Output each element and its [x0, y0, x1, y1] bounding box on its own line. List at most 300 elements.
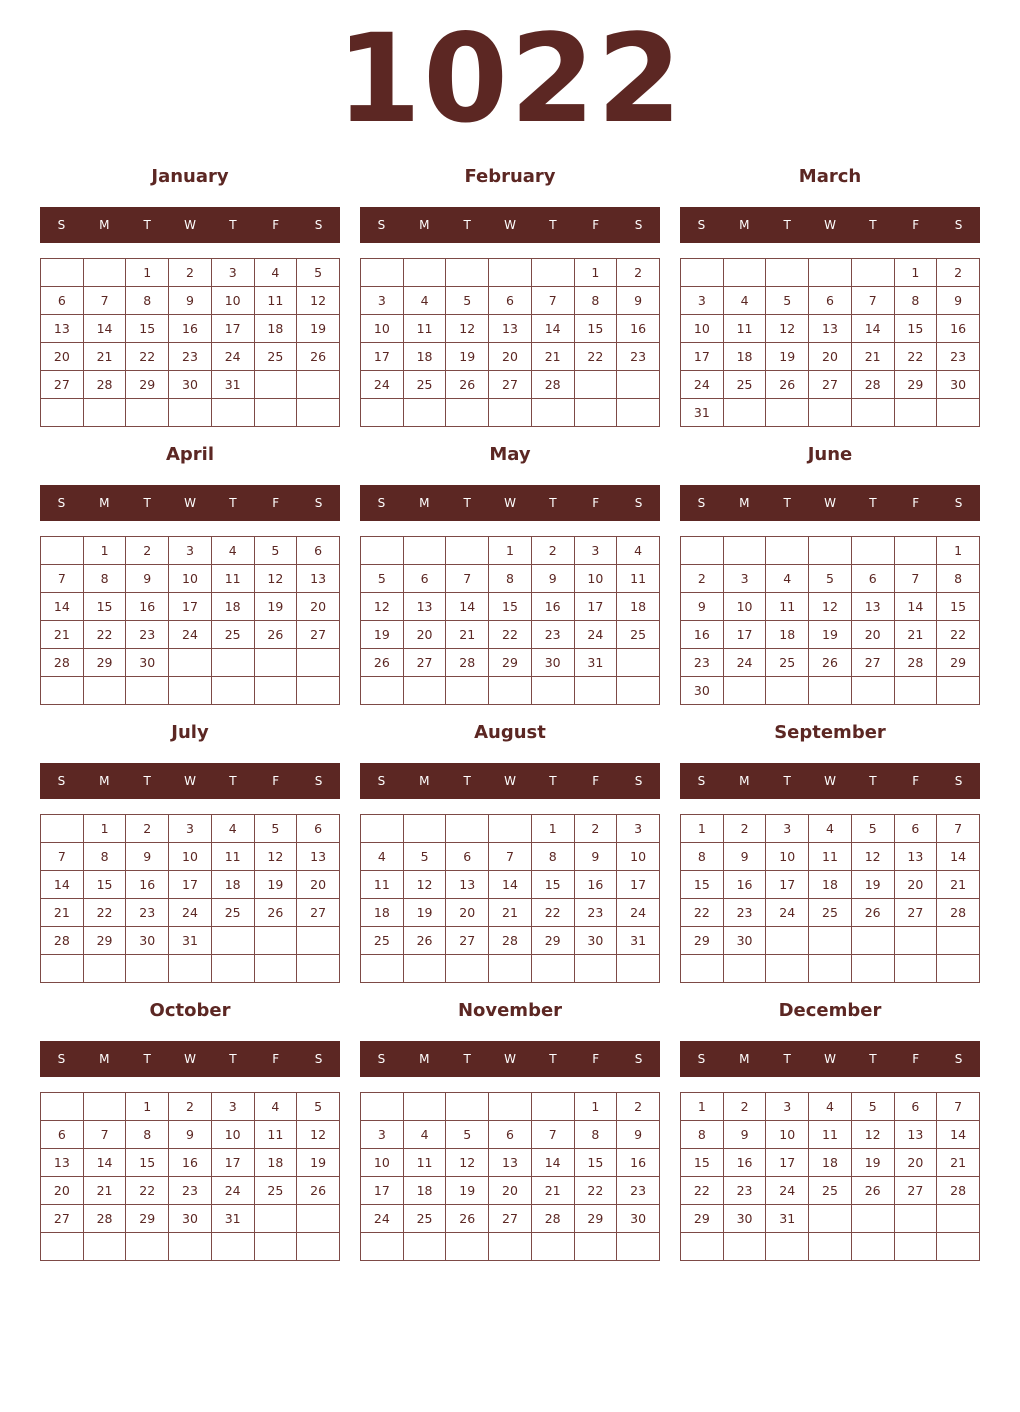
day-cell: 19	[851, 1149, 894, 1177]
day-cell: 11	[254, 1121, 297, 1149]
day-cell: 27	[297, 899, 340, 927]
day-cell: 6	[894, 1093, 937, 1121]
day-cell: 7	[446, 565, 489, 593]
day-cell: 1	[681, 815, 724, 843]
day-cell	[766, 1233, 809, 1261]
week-row	[41, 259, 340, 287]
day-cell: 27	[894, 1177, 937, 1205]
day-cell: 25	[809, 899, 852, 927]
day-cell	[41, 399, 84, 427]
week-row	[361, 315, 660, 343]
day-cell	[766, 677, 809, 705]
weekday-label: W	[824, 218, 836, 232]
weekday-label: T	[229, 1052, 237, 1066]
day-cell: 20	[894, 871, 937, 899]
weekday-label: S	[634, 1052, 643, 1066]
day-cell: 13	[894, 843, 937, 871]
day-cell: 15	[83, 593, 126, 621]
day-cell	[126, 677, 169, 705]
day-cell	[574, 677, 617, 705]
day-cell: 13	[894, 1121, 937, 1149]
day-cell: 3	[723, 565, 766, 593]
day-cell: 5	[254, 537, 297, 565]
weekday-label: F	[272, 218, 280, 232]
day-cell: 7	[41, 843, 84, 871]
day-cell: 18	[254, 1149, 297, 1177]
day-cell: 17	[169, 871, 212, 899]
day-grid	[360, 536, 660, 705]
day-cell: 14	[83, 315, 126, 343]
day-cell: 28	[446, 649, 489, 677]
day-cell	[894, 537, 937, 565]
day-cell: 27	[894, 899, 937, 927]
day-cell: 11	[809, 843, 852, 871]
day-cell: 19	[851, 871, 894, 899]
day-cell: 28	[937, 899, 980, 927]
day-cell: 20	[41, 1177, 84, 1205]
day-cell: 1	[937, 537, 980, 565]
day-cell: 5	[254, 815, 297, 843]
day-cell	[723, 1233, 766, 1261]
day-cell: 8	[489, 565, 532, 593]
day-cell	[723, 399, 766, 427]
day-cell	[531, 259, 574, 287]
day-cell	[83, 1093, 126, 1121]
day-cell	[851, 955, 894, 983]
day-cell: 23	[723, 899, 766, 927]
week-row	[681, 1121, 980, 1149]
day-cell: 11	[766, 593, 809, 621]
day-cell: 25	[809, 1177, 852, 1205]
day-cell: 22	[531, 899, 574, 927]
weekday-label: S	[314, 1052, 323, 1066]
day-cell	[894, 1233, 937, 1261]
day-cell: 23	[681, 649, 724, 677]
day-cell: 21	[894, 621, 937, 649]
day-cell: 19	[254, 593, 297, 621]
day-cell: 6	[489, 287, 532, 315]
week-row	[41, 843, 340, 871]
day-cell: 17	[211, 1149, 254, 1177]
week-row	[681, 565, 980, 593]
day-cell	[937, 1233, 980, 1261]
month-name: February	[464, 166, 556, 187]
day-cell: 2	[617, 259, 660, 287]
month-name: April	[165, 444, 215, 465]
week-row	[41, 955, 340, 983]
day-cell: 1	[574, 1093, 617, 1121]
day-cell: 28	[851, 371, 894, 399]
day-cell: 21	[937, 1149, 980, 1177]
day-cell: 5	[297, 259, 340, 287]
day-cell	[723, 677, 766, 705]
day-cell: 29	[489, 649, 532, 677]
day-cell: 14	[489, 871, 532, 899]
day-cell: 30	[681, 677, 724, 705]
day-cell: 24	[766, 1177, 809, 1205]
day-cell: 18	[403, 343, 446, 371]
day-cell: 7	[937, 815, 980, 843]
weekday-label: T	[143, 774, 151, 788]
day-cell: 3	[211, 259, 254, 287]
day-cell: 13	[297, 565, 340, 593]
week-row	[41, 565, 340, 593]
day-cell	[574, 1233, 617, 1261]
day-cell: 10	[617, 843, 660, 871]
day-cell	[809, 1205, 852, 1233]
day-cell: 2	[126, 815, 169, 843]
day-cell: 12	[403, 871, 446, 899]
weekday-label: S	[954, 218, 963, 232]
day-cell	[403, 259, 446, 287]
day-cell	[809, 1233, 852, 1261]
day-cell	[41, 815, 84, 843]
weekday-label: W	[504, 1052, 516, 1066]
day-cell: 9	[574, 843, 617, 871]
day-cell: 22	[83, 899, 126, 927]
day-cell: 10	[766, 1121, 809, 1149]
day-cell: 16	[169, 1149, 212, 1177]
day-cell: 16	[531, 593, 574, 621]
day-cell	[809, 537, 852, 565]
day-cell	[937, 399, 980, 427]
weekday-label: F	[272, 774, 280, 788]
day-cell: 15	[574, 1149, 617, 1177]
day-cell: 24	[169, 621, 212, 649]
week-row	[361, 1177, 660, 1205]
week-row	[361, 649, 660, 677]
day-cell: 5	[851, 815, 894, 843]
day-cell: 22	[489, 621, 532, 649]
weekday-label: T	[463, 496, 471, 510]
week-row	[681, 315, 980, 343]
weekday-label: F	[912, 218, 920, 232]
day-cell: 11	[723, 315, 766, 343]
weekday-label: M	[739, 774, 750, 788]
day-cell: 16	[126, 593, 169, 621]
day-cell: 1	[126, 1093, 169, 1121]
weekday-label: M	[419, 1052, 430, 1066]
day-cell: 27	[489, 1205, 532, 1233]
day-cell: 10	[361, 1149, 404, 1177]
day-cell	[809, 955, 852, 983]
day-cell: 6	[297, 815, 340, 843]
day-cell: 19	[254, 871, 297, 899]
day-cell: 17	[211, 315, 254, 343]
day-cell: 12	[446, 1149, 489, 1177]
day-cell: 10	[723, 593, 766, 621]
day-cell: 11	[254, 287, 297, 315]
day-cell: 8	[574, 287, 617, 315]
day-cell: 9	[617, 287, 660, 315]
week-row	[361, 537, 660, 565]
day-cell: 31	[211, 371, 254, 399]
day-cell	[403, 955, 446, 983]
day-cell: 12	[361, 593, 404, 621]
day-cell	[617, 399, 660, 427]
weekday-label: M	[419, 774, 430, 788]
day-cell: 8	[894, 287, 937, 315]
day-cell: 3	[169, 815, 212, 843]
day-cell: 11	[361, 871, 404, 899]
day-cell: 23	[169, 343, 212, 371]
weekday-label: W	[184, 1052, 196, 1066]
day-cell: 9	[169, 1121, 212, 1149]
day-cell: 5	[446, 287, 489, 315]
day-cell: 4	[617, 537, 660, 565]
day-cell: 4	[723, 287, 766, 315]
day-cell: 2	[574, 815, 617, 843]
day-cell	[41, 1233, 84, 1261]
weekday-label: S	[954, 1052, 963, 1066]
weekday-label: S	[57, 1052, 66, 1066]
day-cell: 25	[254, 1177, 297, 1205]
day-cell: 6	[41, 1121, 84, 1149]
day-cell	[937, 927, 980, 955]
day-cell	[723, 537, 766, 565]
day-cell	[254, 927, 297, 955]
day-cell: 13	[809, 315, 852, 343]
weekday-label: W	[824, 774, 836, 788]
day-cell: 11	[403, 1149, 446, 1177]
day-cell: 5	[851, 1093, 894, 1121]
day-cell: 27	[297, 621, 340, 649]
day-cell: 2	[681, 565, 724, 593]
day-cell	[851, 1233, 894, 1261]
day-cell: 4	[211, 815, 254, 843]
day-cell	[83, 259, 126, 287]
day-cell	[446, 537, 489, 565]
day-cell: 15	[126, 315, 169, 343]
day-cell: 26	[403, 927, 446, 955]
day-cell: 26	[809, 649, 852, 677]
day-cell: 29	[83, 649, 126, 677]
day-cell	[489, 955, 532, 983]
day-cell: 16	[574, 871, 617, 899]
day-cell: 26	[446, 371, 489, 399]
day-cell: 30	[723, 927, 766, 955]
weekday-label: T	[549, 496, 557, 510]
week-row	[41, 287, 340, 315]
week-row	[681, 955, 980, 983]
weekday-label: T	[869, 1052, 877, 1066]
day-cell: 29	[681, 1205, 724, 1233]
day-cell: 28	[531, 371, 574, 399]
weekday-label: S	[57, 218, 66, 232]
day-cell	[446, 815, 489, 843]
day-cell: 14	[41, 593, 84, 621]
day-cell: 15	[531, 871, 574, 899]
day-cell	[766, 537, 809, 565]
weekday-header	[680, 763, 980, 799]
day-cell	[169, 399, 212, 427]
weekday-label: T	[783, 218, 791, 232]
weekday-label: T	[783, 774, 791, 788]
day-cell	[41, 1093, 84, 1121]
weekday-label: M	[99, 496, 110, 510]
day-cell: 6	[809, 287, 852, 315]
day-cell: 6	[894, 815, 937, 843]
day-cell: 22	[574, 1177, 617, 1205]
day-cell: 23	[617, 1177, 660, 1205]
day-cell: 26	[851, 1177, 894, 1205]
day-cell	[297, 399, 340, 427]
day-cell: 7	[41, 565, 84, 593]
day-cell: 22	[126, 343, 169, 371]
day-cell: 12	[254, 843, 297, 871]
day-cell	[531, 1093, 574, 1121]
day-cell: 30	[937, 371, 980, 399]
day-cell	[83, 399, 126, 427]
day-cell: 8	[126, 287, 169, 315]
day-cell: 18	[809, 1149, 852, 1177]
week-row	[41, 927, 340, 955]
day-cell	[531, 1233, 574, 1261]
day-cell: 17	[723, 621, 766, 649]
day-cell: 8	[83, 565, 126, 593]
day-cell: 19	[446, 1177, 489, 1205]
weekday-label: S	[377, 774, 386, 788]
week-row	[361, 621, 660, 649]
week-row	[361, 343, 660, 371]
day-cell: 20	[41, 343, 84, 371]
day-cell: 5	[446, 1121, 489, 1149]
day-cell: 23	[617, 343, 660, 371]
day-cell	[126, 955, 169, 983]
day-cell: 8	[531, 843, 574, 871]
weekday-label: W	[824, 1052, 836, 1066]
day-cell: 21	[851, 343, 894, 371]
week-row	[681, 621, 980, 649]
day-cell: 15	[126, 1149, 169, 1177]
day-cell: 24	[361, 371, 404, 399]
weekday-header	[360, 485, 660, 521]
day-cell: 24	[723, 649, 766, 677]
day-cell	[361, 259, 404, 287]
day-grid	[40, 814, 340, 983]
weekday-header	[40, 485, 340, 521]
week-row	[361, 927, 660, 955]
day-cell: 4	[254, 1093, 297, 1121]
week-row	[361, 843, 660, 871]
day-cell: 29	[681, 927, 724, 955]
day-cell: 24	[211, 1177, 254, 1205]
day-cell: 27	[851, 649, 894, 677]
weekday-label: S	[57, 496, 66, 510]
day-cell: 28	[41, 649, 84, 677]
weekday-label: S	[954, 496, 963, 510]
day-cell: 13	[489, 315, 532, 343]
day-cell	[297, 649, 340, 677]
day-cell	[126, 399, 169, 427]
day-cell: 14	[894, 593, 937, 621]
week-row	[681, 537, 980, 565]
week-row	[41, 1121, 340, 1149]
day-cell: 29	[531, 927, 574, 955]
weekday-label: T	[463, 218, 471, 232]
day-cell	[851, 1205, 894, 1233]
day-cell: 21	[83, 343, 126, 371]
day-cell: 10	[169, 843, 212, 871]
day-cell: 18	[723, 343, 766, 371]
week-row	[361, 565, 660, 593]
day-cell	[361, 1093, 404, 1121]
day-cell: 29	[937, 649, 980, 677]
day-cell: 12	[809, 593, 852, 621]
day-cell: 24	[681, 371, 724, 399]
day-cell	[937, 677, 980, 705]
day-cell: 30	[617, 1205, 660, 1233]
week-row	[361, 815, 660, 843]
week-row	[361, 677, 660, 705]
day-cell: 25	[211, 899, 254, 927]
day-cell	[766, 927, 809, 955]
day-cell: 12	[851, 1121, 894, 1149]
day-cell: 15	[83, 871, 126, 899]
day-cell: 1	[574, 259, 617, 287]
weekday-label: T	[549, 774, 557, 788]
weekday-label: M	[99, 218, 110, 232]
day-cell: 29	[83, 927, 126, 955]
day-cell	[403, 1093, 446, 1121]
day-cell: 27	[809, 371, 852, 399]
day-cell: 27	[41, 1205, 84, 1233]
day-cell	[574, 371, 617, 399]
weekday-label: T	[783, 1052, 791, 1066]
day-cell: 8	[574, 1121, 617, 1149]
day-cell: 20	[297, 871, 340, 899]
day-cell	[531, 677, 574, 705]
day-cell: 9	[169, 287, 212, 315]
day-cell	[361, 955, 404, 983]
day-cell	[297, 371, 340, 399]
day-cell: 23	[574, 899, 617, 927]
day-cell: 28	[83, 1205, 126, 1233]
weekday-label: W	[504, 496, 516, 510]
day-cell: 21	[446, 621, 489, 649]
day-cell	[446, 1093, 489, 1121]
day-cell	[254, 649, 297, 677]
day-cell: 22	[894, 343, 937, 371]
day-cell: 31	[169, 927, 212, 955]
day-cell: 13	[297, 843, 340, 871]
week-row	[361, 1233, 660, 1261]
day-grid	[680, 258, 980, 427]
week-row	[361, 1205, 660, 1233]
day-cell: 2	[723, 815, 766, 843]
day-cell	[937, 1205, 980, 1233]
weekday-header	[680, 485, 980, 521]
day-cell: 11	[211, 843, 254, 871]
month-name: December	[778, 1000, 882, 1021]
day-cell: 18	[403, 1177, 446, 1205]
day-cell: 16	[169, 315, 212, 343]
day-cell: 1	[83, 537, 126, 565]
day-cell: 17	[361, 343, 404, 371]
weekday-label: F	[912, 1052, 920, 1066]
week-row	[681, 1149, 980, 1177]
week-row	[41, 1093, 340, 1121]
day-cell	[851, 677, 894, 705]
week-row	[681, 899, 980, 927]
day-cell	[169, 649, 212, 677]
day-cell	[574, 955, 617, 983]
day-cell: 26	[254, 621, 297, 649]
day-cell	[489, 1093, 532, 1121]
day-cell: 10	[574, 565, 617, 593]
day-cell: 20	[403, 621, 446, 649]
weekday-label: T	[463, 1052, 471, 1066]
